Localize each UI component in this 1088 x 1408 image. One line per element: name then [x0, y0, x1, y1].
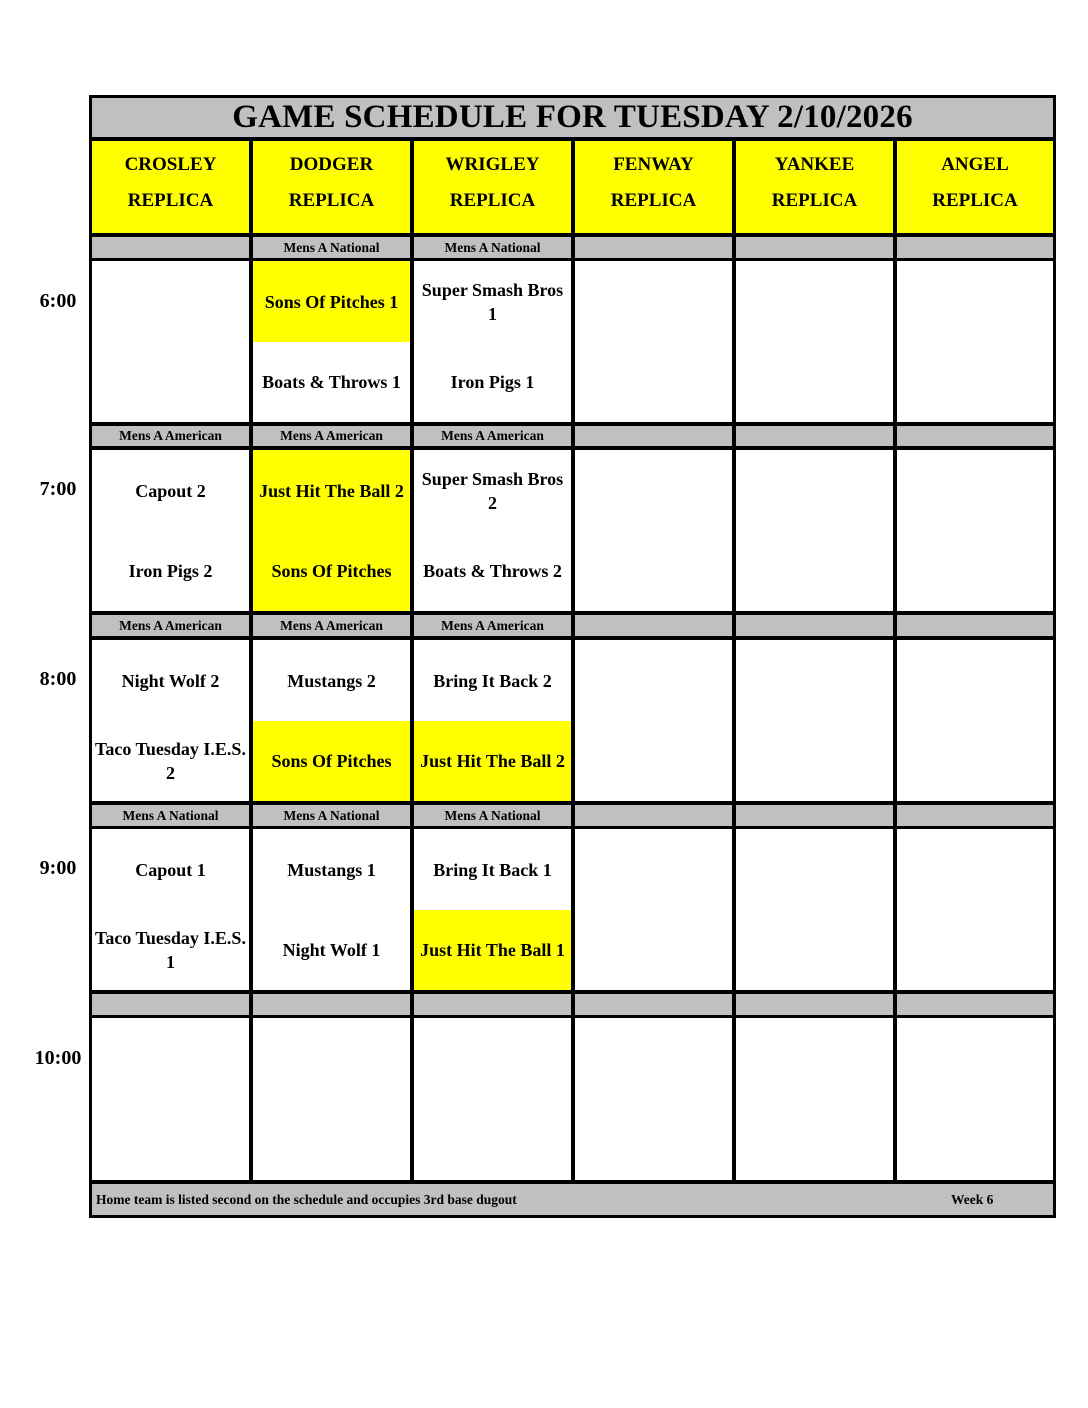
- home-team: Taco Tuesday I.E.S. 2: [95, 739, 246, 783]
- field-name: FENWAY: [613, 154, 694, 175]
- game-slot: [575, 450, 732, 611]
- game-slot: [897, 261, 1053, 422]
- away-team: [575, 640, 732, 721]
- field-header-wrigley: [414, 141, 571, 233]
- division-label: Mens A American: [253, 615, 410, 636]
- home-team: [736, 910, 893, 990]
- division-label: [736, 426, 893, 446]
- field-type: REPLICA: [288, 190, 375, 211]
- footer-bar: [92, 1184, 1053, 1215]
- game-slot: [575, 261, 732, 422]
- game-slot: [575, 829, 732, 990]
- field-type: REPLICA: [127, 190, 214, 211]
- home-team: [897, 910, 1053, 990]
- away-team: [897, 640, 1053, 721]
- home-team: [736, 1099, 893, 1180]
- away-team: [575, 261, 732, 342]
- home-team: Just Hit The Ball 1: [414, 910, 571, 990]
- division-label: [414, 994, 571, 1015]
- away-team: [897, 829, 1053, 910]
- game-slot: [92, 450, 249, 611]
- game-slot: [736, 261, 893, 422]
- game-slot: [736, 829, 893, 990]
- division-label: [897, 237, 1053, 258]
- division-label: Mens A National: [253, 805, 410, 826]
- away-team: [897, 450, 1053, 531]
- game-slot: [253, 1018, 410, 1180]
- home-team: Boats & Throws 1: [262, 372, 401, 392]
- time-label: 10:00: [34, 1047, 82, 1069]
- field-name: YANKEE: [774, 154, 855, 175]
- home-team: Sons Of Pitches: [253, 531, 410, 611]
- field-type: REPLICA: [771, 190, 858, 211]
- field-header-yankee: [736, 141, 893, 233]
- home-team: [575, 910, 732, 990]
- away-team: [897, 261, 1053, 342]
- game-slot: [897, 450, 1053, 611]
- field-header-dodger: [253, 141, 410, 233]
- home-team: [897, 531, 1053, 611]
- away-team: [92, 261, 249, 342]
- home-team: [736, 531, 893, 611]
- away-team: Capout 2: [135, 480, 206, 501]
- away-team: [736, 640, 893, 721]
- game-slot: [897, 829, 1053, 990]
- division-label: Mens A American: [414, 615, 571, 636]
- home-team: [414, 1099, 571, 1180]
- away-team: [92, 1018, 249, 1099]
- away-team: Sons Of Pitches 1: [253, 261, 410, 342]
- division-label: [897, 426, 1053, 446]
- division-label: [575, 237, 732, 258]
- game-slot: [897, 1018, 1053, 1180]
- division-label: [92, 994, 249, 1015]
- division-label: Mens A National: [414, 237, 571, 258]
- game-slot: [253, 640, 410, 801]
- division-label: [736, 805, 893, 826]
- division-label: [897, 994, 1053, 1015]
- field-name: DODGER: [289, 154, 374, 175]
- away-team: Super Smash Bros 1: [421, 279, 564, 324]
- game-slot: [736, 450, 893, 611]
- field-header-fenway: [575, 141, 732, 233]
- home-team: [92, 342, 249, 422]
- away-team: [575, 829, 732, 910]
- time-label: 6:00: [39, 290, 77, 312]
- division-label: Mens A National: [414, 805, 571, 826]
- game-slot: [92, 829, 249, 990]
- away-team: Super Smash Bros 2: [421, 468, 564, 513]
- field-header-angel: [897, 141, 1053, 233]
- home-team: [897, 342, 1053, 422]
- schedule-title: GAME SCHEDULE FOR TUESDAY 2/10/2026: [92, 98, 1053, 137]
- home-team: [897, 721, 1053, 801]
- away-team: [575, 1018, 732, 1099]
- away-team: [897, 1018, 1053, 1099]
- division-label: Mens A American: [92, 426, 249, 446]
- footer-note: Home team is listed second on the schedule and occupies 3rd base dugout: [96, 1191, 517, 1207]
- game-slot: [414, 1018, 571, 1180]
- away-team: [253, 1018, 410, 1099]
- away-team: Bring It Back 1: [433, 859, 552, 880]
- division-label: [736, 994, 893, 1015]
- away-team: Night Wolf 2: [121, 670, 220, 691]
- home-team: Iron Pigs 2: [128, 561, 213, 581]
- division-label: [253, 994, 410, 1015]
- game-slot: [575, 1018, 732, 1180]
- home-team: [736, 342, 893, 422]
- away-team: [736, 261, 893, 342]
- field-type: REPLICA: [449, 190, 536, 211]
- division-label: [897, 805, 1053, 826]
- home-team: [575, 1099, 732, 1180]
- division-label: Mens A National: [92, 805, 249, 826]
- home-team: Iron Pigs 1: [450, 372, 535, 392]
- division-label: [897, 615, 1053, 636]
- division-label: Mens A American: [253, 426, 410, 446]
- home-team: Sons Of Pitches: [253, 721, 410, 801]
- field-type: REPLICA: [932, 190, 1018, 211]
- game-slot: [253, 261, 410, 422]
- game-slot: [92, 1018, 249, 1180]
- game-slot: [253, 829, 410, 990]
- home-team: [897, 1099, 1053, 1180]
- game-slot: [414, 829, 571, 990]
- division-label: Mens A American: [92, 615, 249, 636]
- home-team: [575, 721, 732, 801]
- game-slot: [253, 450, 410, 611]
- week-label: Week 6: [951, 1191, 994, 1207]
- away-team: [736, 829, 893, 910]
- game-slot: [736, 640, 893, 801]
- away-team: [575, 450, 732, 531]
- game-slot: [414, 261, 571, 422]
- game-slot: [92, 261, 249, 422]
- away-team: Mustangs 2: [287, 670, 376, 691]
- field-header-crosley: [92, 141, 249, 233]
- game-slot: [575, 640, 732, 801]
- away-team: [414, 1018, 571, 1099]
- home-team: Just Hit The Ball 2: [414, 721, 571, 801]
- home-team: Taco Tuesday I.E.S. 1: [95, 928, 246, 972]
- schedule-grid: [89, 95, 1056, 1218]
- home-team: Boats & Throws 2: [423, 561, 562, 581]
- field-type: REPLICA: [610, 190, 697, 211]
- time-label: 7:00: [39, 478, 77, 500]
- division-label: [736, 615, 893, 636]
- game-slot: [92, 640, 249, 801]
- division-label: [575, 426, 732, 446]
- away-team: Bring It Back 2: [433, 670, 552, 691]
- game-slot: [897, 640, 1053, 801]
- game-slot: [414, 640, 571, 801]
- home-team: [253, 1099, 410, 1180]
- home-team: [575, 531, 732, 611]
- division-label: Mens A American: [414, 426, 571, 446]
- division-label: [575, 615, 732, 636]
- division-label: [92, 237, 249, 258]
- field-name: WRIGLEY: [445, 154, 540, 175]
- away-team: Capout 1: [135, 859, 206, 880]
- away-team: Mustangs 1: [287, 859, 376, 880]
- time-label: 8:00: [39, 668, 77, 690]
- home-team: [92, 1099, 249, 1180]
- game-slot: [414, 450, 571, 611]
- away-team: Just Hit The Ball 2: [253, 450, 410, 531]
- division-label: Mens A National: [253, 237, 410, 258]
- away-team: [736, 450, 893, 531]
- field-name: CROSLEY: [124, 154, 217, 175]
- time-label: 9:00: [39, 857, 77, 879]
- division-label: [736, 237, 893, 258]
- home-team: [575, 342, 732, 422]
- home-team: Night Wolf 1: [282, 940, 381, 960]
- game-slot: [736, 1018, 893, 1180]
- home-team: [736, 721, 893, 801]
- division-label: [575, 994, 732, 1015]
- division-label: [575, 805, 732, 826]
- field-name: ANGEL: [941, 154, 1009, 175]
- away-team: [736, 1018, 893, 1099]
